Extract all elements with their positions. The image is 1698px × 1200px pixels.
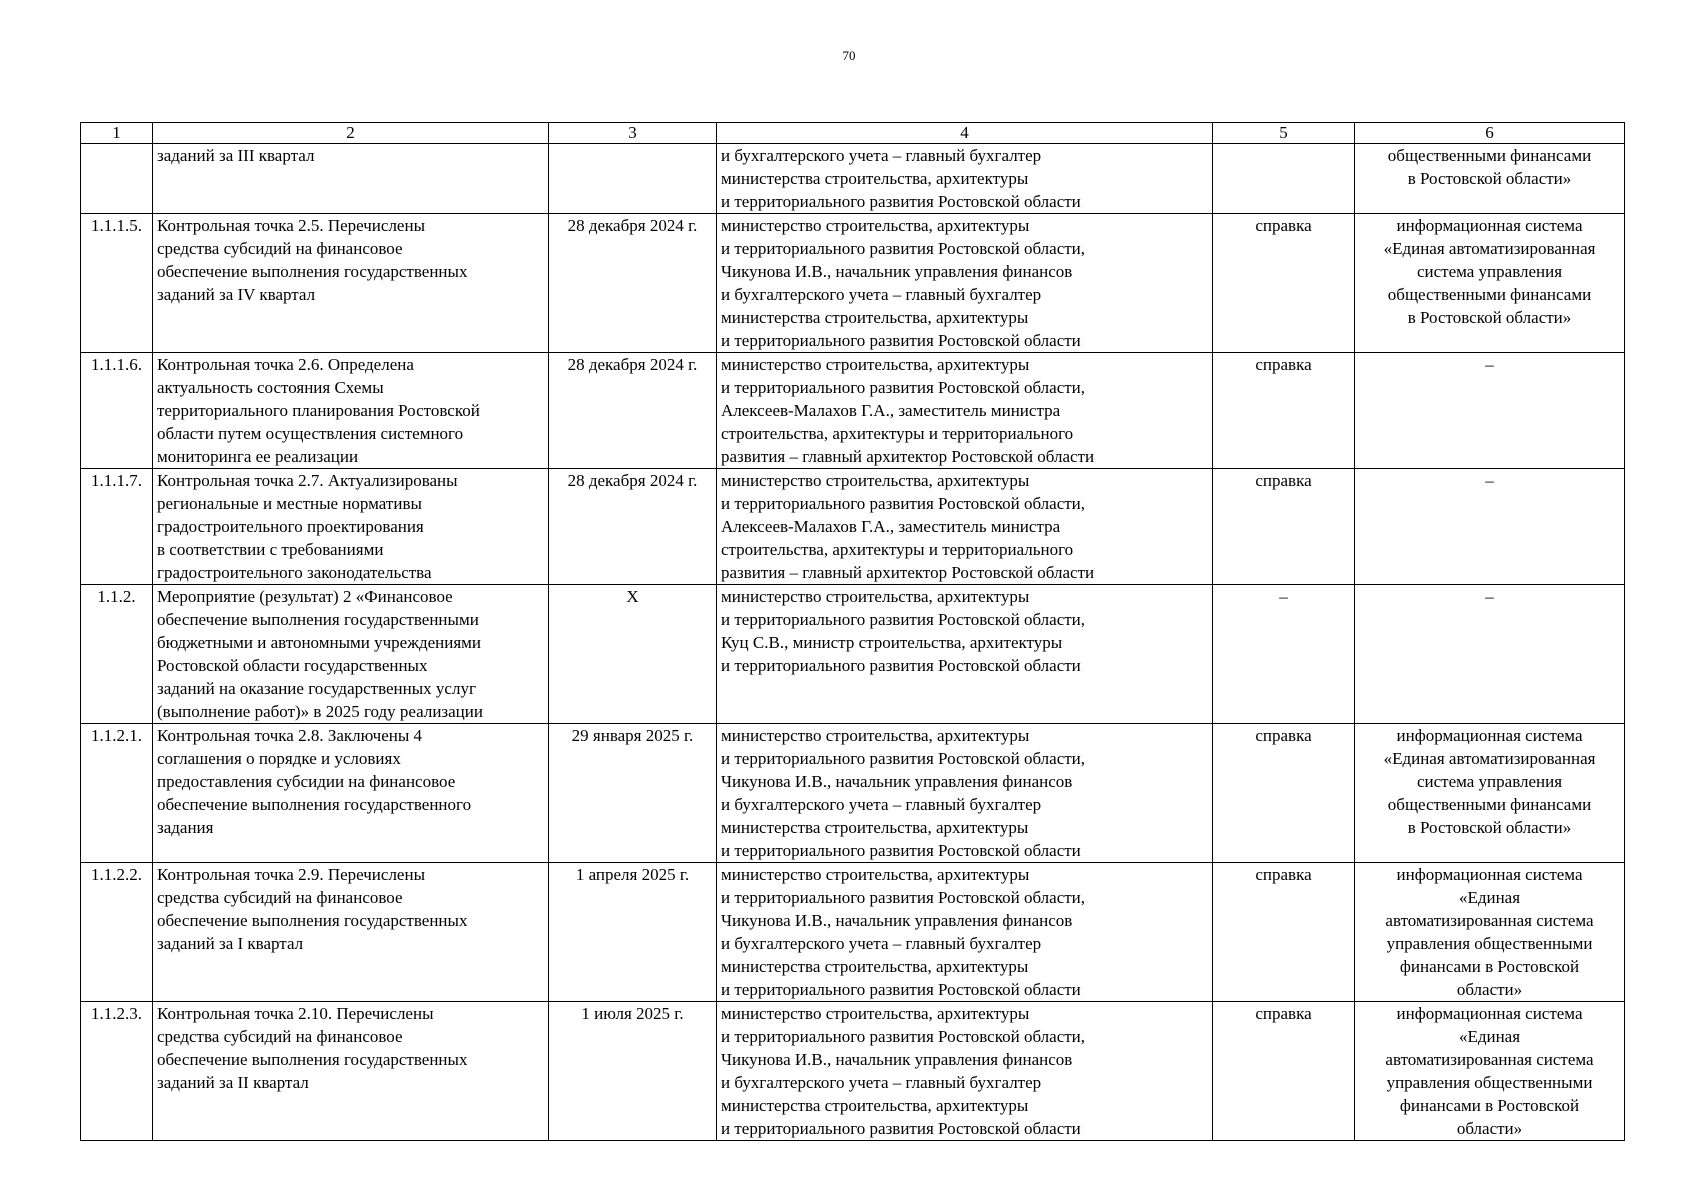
responsible-line: министерства строительства, архитектуры bbox=[721, 818, 1029, 837]
item-name-line: обеспечение выполнения государственного bbox=[157, 795, 472, 814]
item-name-line: Контрольная точка 2.9. Перечислены bbox=[157, 865, 425, 884]
item-number-cell: 1.1.2.2. bbox=[81, 863, 153, 1002]
deadline-cell: 29 января 2025 г. bbox=[549, 724, 717, 863]
responsible-line: развития – главный архитектор Ростовской области bbox=[721, 447, 1095, 466]
info-system-line: в Ростовской области» bbox=[1407, 169, 1572, 188]
responsible-line: и территориального развития Ростовской области bbox=[721, 331, 1081, 350]
responsible-line: и территориального развития Ростовской области, bbox=[721, 749, 1086, 768]
plan-table bbox=[80, 122, 1625, 1141]
item-name-line: заданий за IV квартал bbox=[157, 285, 316, 304]
info-system-line: «Единая автоматизированная bbox=[1383, 239, 1596, 258]
info-system-line: общественными финансами bbox=[1387, 285, 1592, 304]
item-name-line: средства субсидий на финансовое bbox=[157, 239, 403, 258]
info-system-cell bbox=[1355, 144, 1625, 214]
info-system-cell bbox=[1355, 863, 1625, 1002]
responsible-cell bbox=[717, 144, 1213, 214]
responsible-line: министерство строительства, архитектуры bbox=[721, 355, 1030, 374]
responsible-line: и территориального развития Ростовской области bbox=[721, 841, 1081, 860]
info-system-line: общественными финансами bbox=[1387, 795, 1592, 814]
info-system-line: «Единая bbox=[1458, 888, 1521, 907]
document-type-cell: справка bbox=[1213, 469, 1355, 585]
responsible-line: министерства строительства, архитектуры bbox=[721, 169, 1029, 188]
header-cell: 4 bbox=[717, 123, 1213, 144]
responsible-line: Чикунова И.В., начальник управления финансов bbox=[721, 911, 1073, 930]
responsible-line: и бухгалтерского учета – главный бухгалтер bbox=[721, 285, 1042, 304]
info-system-line: – bbox=[1485, 471, 1494, 490]
responsible-line: развития – главный архитектор Ростовской области bbox=[721, 563, 1095, 582]
responsible-line: министерства строительства, архитектуры bbox=[721, 308, 1029, 327]
deadline-cell: 1 апреля 2025 г. bbox=[549, 863, 717, 1002]
responsible-line: Чикунова И.В., начальник управления финансов bbox=[721, 262, 1073, 281]
info-system-line: области» bbox=[1456, 980, 1523, 999]
item-name-line: заданий за I квартал bbox=[157, 934, 304, 953]
item-name-line: (выполнение работ)» в 2025 году реализации bbox=[157, 702, 483, 721]
item-number-cell: 1.1.1.5. bbox=[81, 214, 153, 353]
info-system-cell bbox=[1355, 585, 1625, 724]
item-number-cell: 1.1.1.7. bbox=[81, 469, 153, 585]
deadline-cell: 28 декабря 2024 г. bbox=[549, 214, 717, 353]
item-name-line: в соответствии с требованиями bbox=[157, 540, 384, 559]
responsible-line: и территориального развития Ростовской области bbox=[721, 656, 1081, 675]
header-cell: 6 bbox=[1355, 123, 1625, 144]
item-name-line: обеспечение выполнения государственных bbox=[157, 1050, 468, 1069]
item-name-cell bbox=[153, 144, 549, 214]
item-name-line: актуальность состояния Схемы bbox=[157, 378, 384, 397]
responsible-line: и бухгалтерского учета – главный бухгалтер bbox=[721, 146, 1042, 165]
item-name-line: средства субсидий на финансовое bbox=[157, 888, 403, 907]
info-system-cell bbox=[1355, 724, 1625, 863]
item-name-cell bbox=[153, 585, 549, 724]
info-system-cell bbox=[1355, 214, 1625, 353]
header-cell: 3 bbox=[549, 123, 717, 144]
item-number-cell: 1.1.1.6. bbox=[81, 353, 153, 469]
item-name-line: заданий за II квартал bbox=[157, 1073, 309, 1092]
info-system-line: финансами в Ростовской bbox=[1399, 1096, 1580, 1115]
item-name-line: региональные и местные нормативы bbox=[157, 494, 422, 513]
responsible-line: строительства, архитектуры и территориального bbox=[721, 540, 1074, 559]
item-name-cell bbox=[153, 469, 549, 585]
item-name-line: Ростовской области государственных bbox=[157, 656, 428, 675]
responsible-line: министерство строительства, архитектуры bbox=[721, 865, 1030, 884]
info-system-cell bbox=[1355, 353, 1625, 469]
document-type-cell: – bbox=[1213, 585, 1355, 724]
item-number-cell: 1.1.2. bbox=[81, 585, 153, 724]
item-name-cell bbox=[153, 1002, 549, 1141]
responsible-line: министерство строительства, архитектуры bbox=[721, 1004, 1030, 1023]
item-name-line: Контрольная точка 2.10. Перечислены bbox=[157, 1004, 434, 1023]
deadline-cell: 1 июля 2025 г. bbox=[549, 1002, 717, 1141]
info-system-line: «Единая автоматизированная bbox=[1383, 749, 1596, 768]
deadline-cell bbox=[549, 144, 717, 214]
info-system-line: информационная система bbox=[1396, 726, 1583, 745]
info-system-line: информационная система bbox=[1396, 1004, 1583, 1023]
item-name-line: обеспечение выполнения государственных bbox=[157, 262, 468, 281]
item-name-line: Мероприятие (результат) 2 «Финансовое bbox=[157, 587, 453, 606]
deadline-cell: 28 декабря 2024 г. bbox=[549, 353, 717, 469]
info-system-line: – bbox=[1485, 355, 1494, 374]
responsible-line: министерство строительства, архитектуры bbox=[721, 726, 1030, 745]
document-type-cell: справка bbox=[1213, 724, 1355, 863]
info-system-cell bbox=[1355, 1002, 1625, 1141]
table-row bbox=[81, 353, 1625, 469]
responsible-line: и территориального развития Ростовской области, bbox=[721, 888, 1086, 907]
responsible-cell bbox=[717, 1002, 1213, 1141]
info-system-line: автоматизированная система bbox=[1385, 1050, 1594, 1069]
plan-table-body bbox=[81, 123, 1625, 1141]
item-name-line: Контрольная точка 2.8. Заключены 4 bbox=[157, 726, 423, 745]
responsible-line: министерство строительства, архитектуры bbox=[721, 216, 1030, 235]
responsible-line: Куц С.В., министр строительства, архитектуры bbox=[721, 633, 1063, 652]
deadline-cell: Х bbox=[549, 585, 717, 724]
info-system-line: финансами в Ростовской bbox=[1399, 957, 1580, 976]
responsible-cell bbox=[717, 214, 1213, 353]
header-cell: 5 bbox=[1213, 123, 1355, 144]
header-cell: 1 bbox=[81, 123, 153, 144]
info-system-line: в Ростовской области» bbox=[1407, 818, 1572, 837]
info-system-line: в Ростовской области» bbox=[1407, 308, 1572, 327]
responsible-line: Чикунова И.В., начальник управления финансов bbox=[721, 1050, 1073, 1069]
responsible-line: и территориального развития Ростовской области, bbox=[721, 494, 1086, 513]
item-number-cell: 1.1.2.3. bbox=[81, 1002, 153, 1141]
document-type-cell: справка bbox=[1213, 353, 1355, 469]
info-system-line: общественными финансами bbox=[1387, 146, 1592, 165]
item-name-cell bbox=[153, 724, 549, 863]
responsible-line: и территориального развития Ростовской области bbox=[721, 1119, 1081, 1138]
item-name-line: обеспечение выполнения государственными bbox=[157, 610, 479, 629]
item-name-line: соглашения о порядке и условиях bbox=[157, 749, 401, 768]
responsible-line: и бухгалтерского учета – главный бухгалтер bbox=[721, 934, 1042, 953]
item-name-line: территориального планирования Ростовской bbox=[157, 401, 480, 420]
item-name-cell bbox=[153, 214, 549, 353]
responsible-line: и территориального развития Ростовской области bbox=[721, 980, 1081, 999]
item-name-line: Контрольная точка 2.6. Определена bbox=[157, 355, 414, 374]
item-name-line: бюджетными и автономными учреждениями bbox=[157, 633, 482, 652]
document-type-cell: справка bbox=[1213, 863, 1355, 1002]
header-cell: 2 bbox=[153, 123, 549, 144]
item-name-line: области путем осуществления системного bbox=[157, 424, 464, 443]
item-name-line: Контрольная точка 2.5. Перечислены bbox=[157, 216, 425, 235]
table-row bbox=[81, 214, 1625, 353]
item-number-cell: 1.1.2.1. bbox=[81, 724, 153, 863]
item-name-line: заданий на оказание государственных услуг bbox=[157, 679, 476, 698]
responsible-line: и территориального развития Ростовской области bbox=[721, 192, 1081, 211]
info-system-line: «Единая bbox=[1458, 1027, 1521, 1046]
item-name-cell bbox=[153, 863, 549, 1002]
document-type-cell bbox=[1213, 144, 1355, 214]
item-name-line: средства субсидий на финансовое bbox=[157, 1027, 403, 1046]
table-row bbox=[81, 724, 1625, 863]
info-system-line: автоматизированная система bbox=[1385, 911, 1594, 930]
table-row bbox=[81, 863, 1625, 1002]
item-name-line: градостроительного проектирования bbox=[157, 517, 424, 536]
info-system-line: области» bbox=[1456, 1119, 1523, 1138]
responsible-line: министерства строительства, архитектуры bbox=[721, 957, 1029, 976]
responsible-line: строительства, архитектуры и территориального bbox=[721, 424, 1074, 443]
responsible-line: и территориального развития Ростовской области, bbox=[721, 1027, 1086, 1046]
responsible-cell bbox=[717, 353, 1213, 469]
header-row bbox=[81, 123, 1625, 144]
responsible-cell bbox=[717, 585, 1213, 724]
table-row bbox=[81, 585, 1625, 724]
item-name-line: заданий за III квартал bbox=[157, 146, 315, 165]
responsible-line: Алексеев-Малахов Г.А., заместитель министра bbox=[721, 401, 1061, 420]
responsible-line: и территориального развития Ростовской области, bbox=[721, 610, 1086, 629]
info-system-cell bbox=[1355, 469, 1625, 585]
item-name-line: обеспечение выполнения государственных bbox=[157, 911, 468, 930]
table-row bbox=[81, 1002, 1625, 1141]
item-name-line: мониторинга ее реализации bbox=[157, 447, 359, 466]
responsible-line: Чикунова И.В., начальник управления финансов bbox=[721, 772, 1073, 791]
info-system-line: – bbox=[1485, 587, 1494, 606]
responsible-line: и бухгалтерского учета – главный бухгалтер bbox=[721, 1073, 1042, 1092]
table-row bbox=[81, 469, 1625, 585]
info-system-line: система управления bbox=[1416, 262, 1563, 281]
responsible-cell bbox=[717, 469, 1213, 585]
item-number-cell bbox=[81, 144, 153, 214]
info-system-line: информационная система bbox=[1396, 865, 1583, 884]
item-name-cell bbox=[153, 353, 549, 469]
info-system-line: управления общественными bbox=[1386, 934, 1593, 953]
item-name-line: градостроительного законодательства bbox=[157, 563, 432, 582]
responsible-line: и бухгалтерского учета – главный бухгалтер bbox=[721, 795, 1042, 814]
deadline-cell: 28 декабря 2024 г. bbox=[549, 469, 717, 585]
document-type-cell: справка bbox=[1213, 1002, 1355, 1141]
item-name-line: задания bbox=[157, 818, 214, 837]
responsible-line: министерства строительства, архитектуры bbox=[721, 1096, 1029, 1115]
responsible-line: Алексеев-Малахов Г.А., заместитель министра bbox=[721, 517, 1061, 536]
responsible-line: министерство строительства, архитектуры bbox=[721, 471, 1030, 490]
info-system-line: управления общественными bbox=[1386, 1073, 1593, 1092]
responsible-line: министерство строительства, архитектуры bbox=[721, 587, 1030, 606]
table-row bbox=[81, 144, 1625, 214]
item-name-line: Контрольная точка 2.7. Актуализированы bbox=[157, 471, 458, 490]
responsible-line: и территориального развития Ростовской области, bbox=[721, 239, 1086, 258]
info-system-line: система управления bbox=[1416, 772, 1563, 791]
responsible-line: и территориального развития Ростовской области, bbox=[721, 378, 1086, 397]
responsible-cell bbox=[717, 724, 1213, 863]
document-type-cell: справка bbox=[1213, 214, 1355, 353]
page-number: 70 bbox=[842, 48, 856, 63]
item-name-line: предоставления субсидии на финансовое bbox=[157, 772, 456, 791]
info-system-line: информационная система bbox=[1396, 216, 1583, 235]
responsible-cell bbox=[717, 863, 1213, 1002]
